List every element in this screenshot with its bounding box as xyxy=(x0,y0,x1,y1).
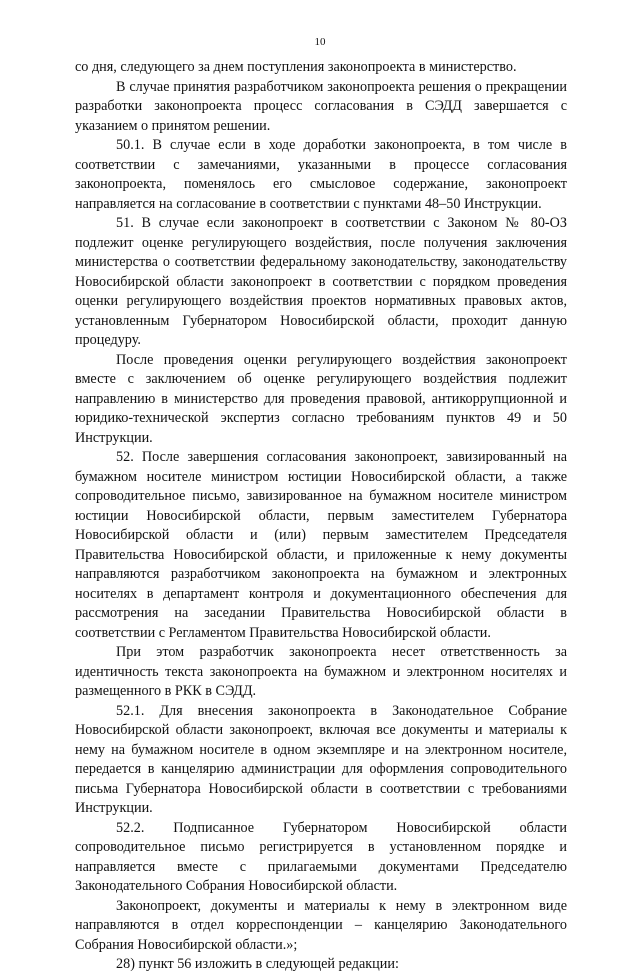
document-body xyxy=(75,58,567,975)
paragraph-51: 51. В случае если законопроект в соответствии с Законом № 80-ОЗ подлежит оценке регулирующего воздействия, после получения заключения министерства о соответствии федеральному законодательству, законодательству Новосибирской области законопроект в соответствии с порядком проведения оценки регулирующего воздействия проектов нормативных правовых актов, установленным Губернатором Новосибирской области, проходит данную процедуру. xyxy=(75,215,567,348)
page-number: 10 xyxy=(314,36,326,48)
paragraph-50-1: 50.1. В случае если в ходе доработки законопроекта, в том числе в соответствии с замечаниями, указанными в процессе согласования законопроекта, поменялось его смысловое содержание, законопроект направляется на согласование в соответствии с пунктами 48–50 Инструкции. xyxy=(75,137,567,212)
paragraph-electronic-form: Законопроект, документы и материалы к нему в электронном виде направляются в отдел корреспонденции – канцелярию Законодательного Собрания Новосибирской области.»; xyxy=(75,897,567,953)
paragraph-52: 52. После завершения согласования законопроект, завизированный на бумажном носителе министром юстиции Новосибирской области, а также сопроводительное письмо, завизированное на бумажном носителе министром юстиции Новосибирской области, первым заместителем Губернатора Новосибирской области и (или) первым заместителем Председателя Правительства Новосибирской области, и приложенные к нему документы направляются разработчиком законопроекта на бумажном и электронных носителях в департамент контроля и документационного обеспечения для рассмотрения на заседании Правительства Новосибирской области в соответствии с Регламентом Правительства Новосибирской области. xyxy=(75,449,567,641)
paragraph-52-1: 52.1. Для внесения законопроекта в Законодательное Собрание Новосибирской области законопроект, включая все документы и материалы к нему на бумажном носителе в одном экземпляре и на электронном носителе, передается в канцелярию администрации для оформления сопроводительного письма Губернатора Новосибирской области в соответствии с требованиями Инструкции. xyxy=(75,702,567,816)
paragraph-52-2: 52.2. Подписанное Губернатором Новосибирской области сопроводительное письмо регистрируется в установленном порядке и направляется вместе с прилагаемыми документами Председателю Законодательного Собрания Новосибирской области. xyxy=(75,819,567,894)
paragraph-item-28: 28) пункт 56 изложить в следующей редакции: xyxy=(116,956,399,972)
paragraph-continuation: со дня, следующего за днем поступления законопроекта в министерство. xyxy=(75,59,517,75)
paragraph-regulatory-assessment: После проведения оценки регулирующего воздействия законопроект вместе с заключением об оценке регулирующего воздействия подлежит направлению в министерство для проведения правовой, антикоррупционной и юридико-технической экспертиз согласно требованиям пунктов 49 и 50 Инструкции. xyxy=(75,351,567,446)
paragraph-responsibility: При этом разработчик законопроекта несет ответственность за идентичность текста законопроекта на бумажном и электронном носителях и размещенного в РКК в СЭДД. xyxy=(75,644,567,699)
paragraph-termination: В случае принятия разработчиком законопроекта решения о прекращении разработки законопроекта процесс согласования в СЭДД завершается с указанием о принятом решении. xyxy=(75,78,567,134)
